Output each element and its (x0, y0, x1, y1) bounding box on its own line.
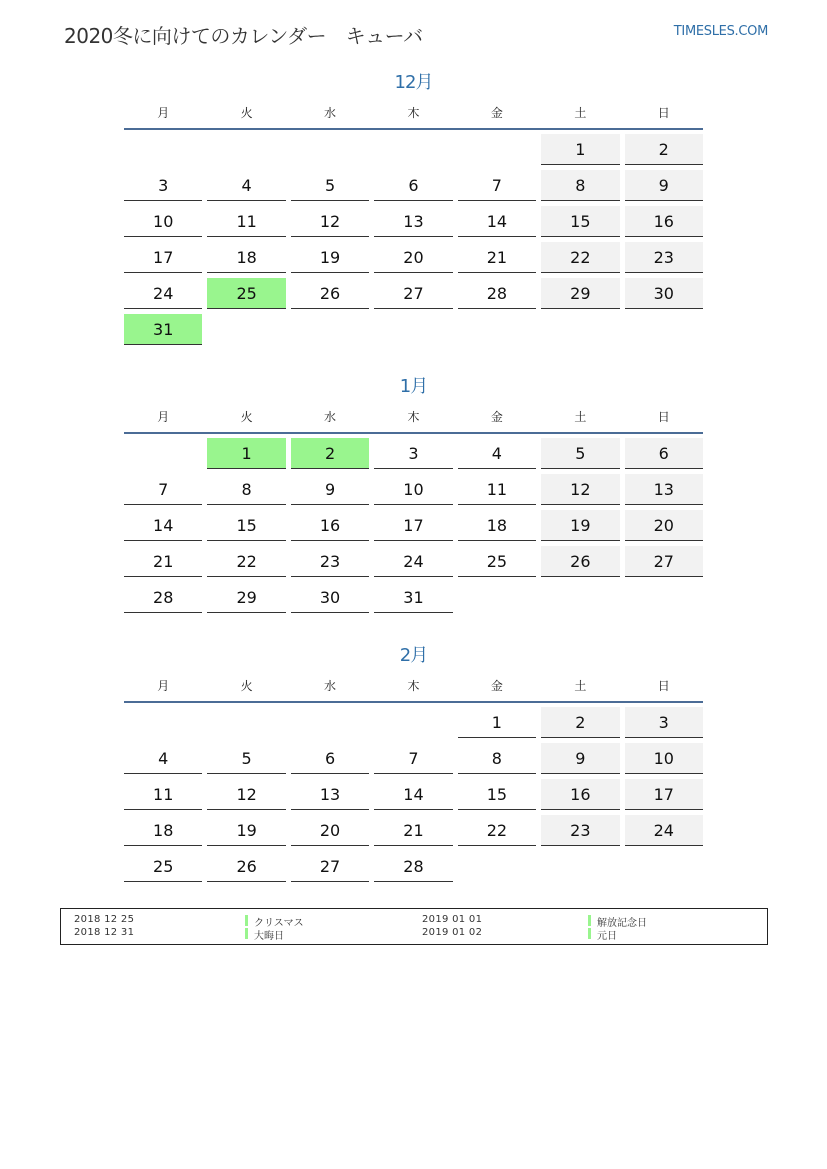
day-cell: 28 (124, 582, 202, 613)
weekday-label: 水 (324, 409, 337, 424)
empty-day-cell (458, 134, 536, 165)
month-title: 2月 (399, 645, 428, 666)
weekday-label: 金 (490, 409, 503, 424)
day-cell: 19 (541, 510, 619, 541)
weekday-label: 木 (407, 409, 420, 424)
day-cell: 3 (124, 170, 202, 201)
day-cell: 11 (207, 206, 285, 237)
day-cell: 16 (541, 779, 619, 810)
weekday-header (124, 400, 703, 434)
holiday-marker (588, 915, 591, 926)
week-row (124, 546, 703, 577)
day-cell: 12 (291, 206, 369, 237)
weekday-label: 土 (574, 105, 587, 120)
day-cell: 2 (541, 707, 619, 738)
day-cell: 17 (625, 779, 703, 810)
day-cell: 26 (207, 851, 285, 882)
day-cell: 24 (374, 546, 452, 577)
day-cell: 18 (124, 815, 202, 846)
day-cell: 14 (124, 510, 202, 541)
empty-day-cell (291, 707, 369, 738)
empty-day-cell (374, 707, 452, 738)
day-cell: 12 (541, 474, 619, 505)
day-cell: 8 (458, 743, 536, 774)
day-cell: 13 (374, 206, 452, 237)
week-row (124, 779, 703, 810)
empty-day-cell (291, 134, 369, 165)
week-row (124, 851, 703, 882)
weekday-label: 月 (157, 678, 170, 693)
day-cell: 1 (541, 134, 619, 165)
weekday-label: 水 (324, 678, 337, 693)
day-cell: 5 (291, 170, 369, 201)
day-cell: 27 (625, 546, 703, 577)
week-row (124, 582, 703, 613)
empty-day-cell (207, 707, 285, 738)
month-title: 12月 (394, 72, 433, 93)
empty-day-cell (374, 314, 452, 345)
legend-date: 2018 12 31 (74, 927, 135, 938)
weekday-label: 土 (574, 678, 587, 693)
empty-day-cell (124, 707, 202, 738)
day-cell: 7 (458, 170, 536, 201)
day-cell: 11 (124, 779, 202, 810)
holiday-marker (245, 915, 248, 926)
weekday-label: 日 (657, 105, 670, 120)
weekday-label: 木 (407, 678, 420, 693)
weekday-label: 火 (240, 409, 253, 424)
day-cell: 29 (207, 582, 285, 613)
legend-date: 2019 01 01 (422, 914, 483, 925)
empty-day-cell (625, 582, 703, 613)
week-row (124, 438, 703, 469)
month-title: 1月 (399, 376, 428, 397)
day-cell: 27 (374, 278, 452, 309)
day-cell: 6 (291, 743, 369, 774)
site-link[interactable]: TIMESLES.COM (673, 24, 768, 39)
day-cell: 23 (291, 546, 369, 577)
empty-day-cell (207, 314, 285, 345)
weekday-header (124, 669, 703, 703)
legend-holiday-name: 大晦日 (254, 931, 284, 942)
day-cell: 4 (458, 438, 536, 469)
week-row (124, 170, 703, 201)
week-row (124, 314, 703, 345)
weekday-label: 火 (240, 678, 253, 693)
empty-day-cell (124, 438, 202, 469)
day-cell: 14 (374, 779, 452, 810)
week-row (124, 815, 703, 846)
day-cell: 16 (625, 206, 703, 237)
day-cell: 20 (374, 242, 452, 273)
day-cell: 8 (541, 170, 619, 201)
day-cell: 21 (458, 242, 536, 273)
day-cell: 15 (207, 510, 285, 541)
day-cell: 29 (541, 278, 619, 309)
legend-date: 2019 01 02 (422, 927, 483, 938)
weekday-label: 土 (574, 409, 587, 424)
empty-day-cell (458, 582, 536, 613)
legend-holiday-name: クリスマス (254, 918, 304, 929)
day-cell: 16 (291, 510, 369, 541)
legend-holiday-name: 元日 (597, 931, 617, 942)
month-december (124, 70, 703, 350)
day-cell: 20 (291, 815, 369, 846)
day-cell: 17 (374, 510, 452, 541)
weekday-label: 日 (657, 409, 670, 424)
day-cell: 28 (374, 851, 452, 882)
day-cell: 19 (207, 815, 285, 846)
holiday-day-cell: 2 (291, 438, 369, 469)
day-cell: 3 (625, 707, 703, 738)
day-cell: 7 (124, 474, 202, 505)
day-cell: 25 (124, 851, 202, 882)
day-cell: 25 (458, 546, 536, 577)
weekday-header (124, 96, 703, 130)
day-cell: 5 (207, 743, 285, 774)
holiday-day-cell: 25 (207, 278, 285, 309)
day-cell: 14 (458, 206, 536, 237)
day-cell: 10 (374, 474, 452, 505)
day-cell: 10 (625, 743, 703, 774)
empty-day-cell (458, 314, 536, 345)
holiday-day-cell: 1 (207, 438, 285, 469)
day-cell: 22 (458, 815, 536, 846)
weekday-label: 月 (157, 409, 170, 424)
month-january (124, 374, 703, 618)
day-cell: 9 (291, 474, 369, 505)
day-cell: 3 (374, 438, 452, 469)
empty-day-cell (291, 314, 369, 345)
legend-date: 2018 12 25 (74, 914, 135, 925)
week-row (124, 242, 703, 273)
day-cell: 2 (625, 134, 703, 165)
month-grid (124, 703, 703, 882)
empty-day-cell (625, 314, 703, 345)
day-cell: 26 (291, 278, 369, 309)
day-cell: 1 (458, 707, 536, 738)
holiday-day-cell: 31 (124, 314, 202, 345)
weekday-label: 日 (657, 678, 670, 693)
weekday-label: 金 (490, 105, 503, 120)
day-cell: 15 (458, 779, 536, 810)
day-cell: 22 (541, 242, 619, 273)
day-cell: 6 (625, 438, 703, 469)
day-cell: 22 (207, 546, 285, 577)
month-february (124, 643, 703, 887)
weekday-label: 月 (157, 105, 170, 120)
holiday-legend (60, 908, 768, 945)
day-cell: 4 (124, 743, 202, 774)
week-row (124, 510, 703, 541)
day-cell: 20 (625, 510, 703, 541)
weekday-label: 水 (324, 105, 337, 120)
day-cell: 21 (124, 546, 202, 577)
day-cell: 17 (124, 242, 202, 273)
day-cell: 30 (291, 582, 369, 613)
day-cell: 13 (291, 779, 369, 810)
weekday-label: 火 (240, 105, 253, 120)
day-cell: 26 (541, 546, 619, 577)
month-grid (124, 130, 703, 345)
day-cell: 10 (124, 206, 202, 237)
day-cell: 5 (541, 438, 619, 469)
day-cell: 24 (625, 815, 703, 846)
day-cell: 23 (541, 815, 619, 846)
day-cell: 19 (291, 242, 369, 273)
weekday-label: 金 (490, 678, 503, 693)
holiday-marker (588, 928, 591, 939)
empty-day-cell (541, 314, 619, 345)
day-cell: 9 (541, 743, 619, 774)
day-cell: 6 (374, 170, 452, 201)
month-grid (124, 434, 703, 613)
empty-day-cell (458, 851, 536, 882)
day-cell: 18 (207, 242, 285, 273)
empty-day-cell (625, 851, 703, 882)
day-cell: 8 (207, 474, 285, 505)
day-cell: 31 (374, 582, 452, 613)
legend-holiday-name: 解放記念日 (597, 918, 647, 929)
holiday-marker (245, 928, 248, 939)
day-cell: 27 (291, 851, 369, 882)
empty-day-cell (541, 582, 619, 613)
day-cell: 7 (374, 743, 452, 774)
day-cell: 23 (625, 242, 703, 273)
empty-day-cell (207, 134, 285, 165)
day-cell: 21 (374, 815, 452, 846)
week-row (124, 743, 703, 774)
empty-day-cell (541, 851, 619, 882)
empty-day-cell (124, 134, 202, 165)
page-title: 2020冬に向けてのカレンダー キューバ (64, 24, 423, 48)
day-cell: 28 (458, 278, 536, 309)
day-cell: 13 (625, 474, 703, 505)
week-row (124, 707, 703, 738)
day-cell: 24 (124, 278, 202, 309)
day-cell: 11 (458, 474, 536, 505)
week-row (124, 206, 703, 237)
week-row (124, 278, 703, 309)
day-cell: 15 (541, 206, 619, 237)
day-cell: 30 (625, 278, 703, 309)
week-row (124, 474, 703, 505)
week-row (124, 134, 703, 165)
day-cell: 12 (207, 779, 285, 810)
weekday-label: 木 (407, 105, 420, 120)
day-cell: 18 (458, 510, 536, 541)
empty-day-cell (374, 134, 452, 165)
day-cell: 4 (207, 170, 285, 201)
day-cell: 9 (625, 170, 703, 201)
